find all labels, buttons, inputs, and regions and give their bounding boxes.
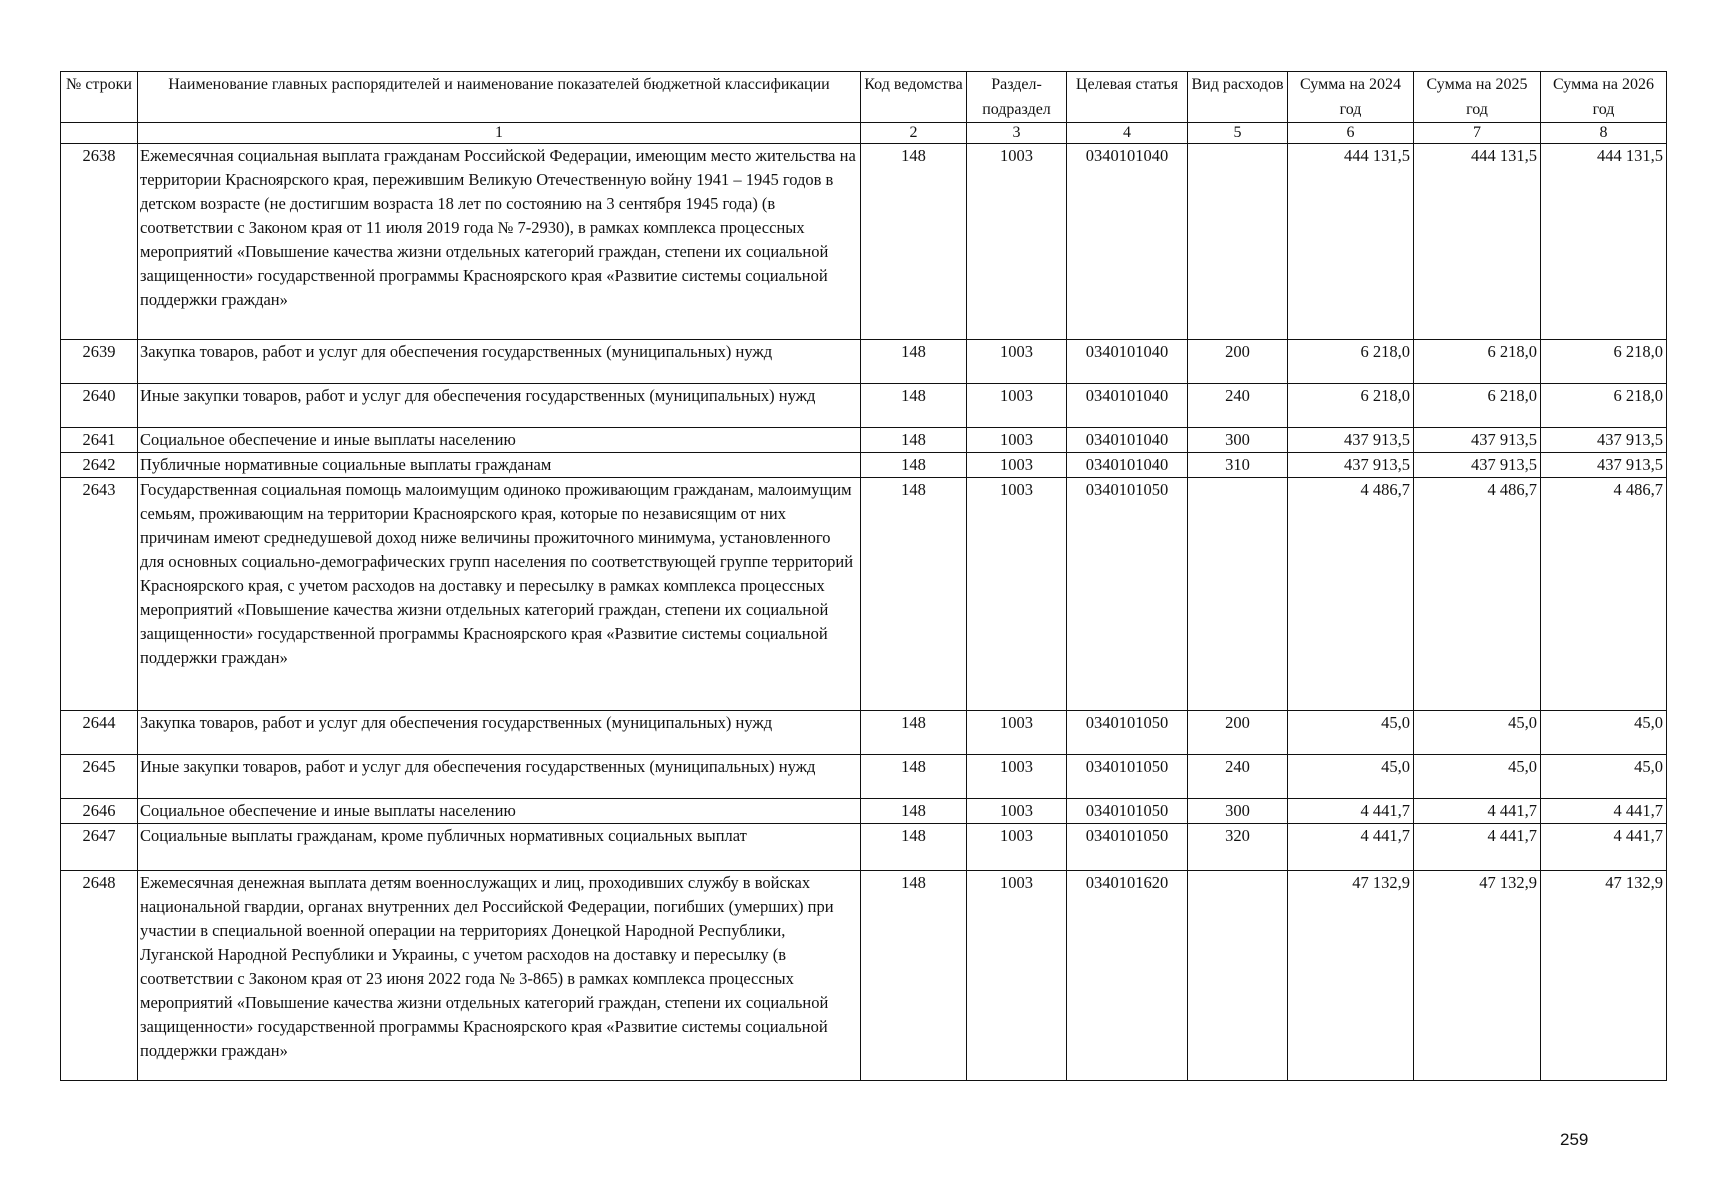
table-row <box>61 824 1667 871</box>
header-sum-2025: Сумма на 2025 год <box>1414 72 1541 123</box>
row-sum-2024: 444 131,5 <box>1288 144 1414 340</box>
row-sum-2026: 6 218,0 <box>1541 384 1667 428</box>
row-sum-2024: 47 132,9 <box>1288 871 1414 1081</box>
row-dept-code: 148 <box>861 384 967 428</box>
row-expense-type <box>1188 144 1288 340</box>
row-target-article: 0340101050 <box>1067 824 1188 871</box>
row-section: 1003 <box>967 384 1067 428</box>
row-sum-2026: 4 441,7 <box>1541 824 1667 871</box>
row-sum-2026: 4 441,7 <box>1541 799 1667 824</box>
row-sum-2024: 437 913,5 <box>1288 453 1414 478</box>
row-dept-code: 148 <box>861 824 967 871</box>
row-sum-2024: 4 486,7 <box>1288 478 1414 711</box>
row-name: Ежемесячная социальная выплата гражданам Российской Федерации, имеющим место жительства на территории Красноярского края, пережившим Великую Отечественную войну 1941 – 1945 годов в детском возрасте (не достигшим возраста 18 лет по состоянию на 3 сентября 1945 года) (в соответствии с Законом края от 11 июля 2019 года № 7-2930), в рамках комплекса процессных мероприятий «Повышение качества жизни отдельных категорий граждан, степени их социальной защищенности» государственной программы Красноярского края «Развитие системы социальной поддержки граждан» <box>138 144 861 340</box>
column-number: 8 <box>1541 123 1667 144</box>
header-row-no: № строки <box>61 72 138 123</box>
row-target-article: 0340101620 <box>1067 871 1188 1081</box>
row-section: 1003 <box>967 824 1067 871</box>
row-sum-2025: 444 131,5 <box>1414 144 1541 340</box>
row-expense-type: 300 <box>1188 799 1288 824</box>
row-name: Закупка товаров, работ и услуг для обеспечения государственных (муниципальных) нужд <box>138 711 861 755</box>
header-expense-type: Вид расходов <box>1188 72 1288 123</box>
row-dept-code: 148 <box>861 871 967 1081</box>
row-sum-2024: 437 913,5 <box>1288 428 1414 453</box>
table-row <box>61 340 1667 384</box>
row-section: 1003 <box>967 340 1067 384</box>
row-section: 1003 <box>967 453 1067 478</box>
column-number: 4 <box>1067 123 1188 144</box>
row-section: 1003 <box>967 871 1067 1081</box>
row-number: 2640 <box>61 384 138 428</box>
column-number: 1 <box>138 123 861 144</box>
header-section: Раздел-подраздел <box>967 72 1067 123</box>
row-expense-type: 240 <box>1188 384 1288 428</box>
row-expense-type <box>1188 478 1288 711</box>
row-name: Социальное обеспечение и иные выплаты населению <box>138 799 861 824</box>
row-name: Социальное обеспечение и иные выплаты населению <box>138 428 861 453</box>
row-target-article: 0340101050 <box>1067 755 1188 799</box>
row-target-article: 0340101040 <box>1067 384 1188 428</box>
row-target-article: 0340101040 <box>1067 144 1188 340</box>
header-row <box>61 72 1667 123</box>
header-name: Наименование главных распорядителей и наименование показателей бюджетной классификации <box>138 72 861 123</box>
row-number: 2645 <box>61 755 138 799</box>
row-dept-code: 148 <box>861 755 967 799</box>
row-expense-type: 200 <box>1188 340 1288 384</box>
row-expense-type: 320 <box>1188 824 1288 871</box>
table-row <box>61 799 1667 824</box>
row-sum-2026: 47 132,9 <box>1541 871 1667 1081</box>
row-section: 1003 <box>967 144 1067 340</box>
row-name: Публичные нормативные социальные выплаты гражданам <box>138 453 861 478</box>
row-sum-2024: 4 441,7 <box>1288 799 1414 824</box>
row-sum-2025: 47 132,9 <box>1414 871 1541 1081</box>
row-sum-2026: 4 486,7 <box>1541 478 1667 711</box>
row-number: 2642 <box>61 453 138 478</box>
row-dept-code: 148 <box>861 478 967 711</box>
row-dept-code: 148 <box>861 799 967 824</box>
row-sum-2025: 4 486,7 <box>1414 478 1541 711</box>
row-sum-2024: 6 218,0 <box>1288 340 1414 384</box>
row-sum-2026: 45,0 <box>1541 711 1667 755</box>
row-sum-2026: 444 131,5 <box>1541 144 1667 340</box>
row-sum-2024: 45,0 <box>1288 755 1414 799</box>
column-number: 5 <box>1188 123 1288 144</box>
row-name: Иные закупки товаров, работ и услуг для обеспечения государственных (муниципальных) нужд <box>138 755 861 799</box>
row-number: 2641 <box>61 428 138 453</box>
row-number: 2646 <box>61 799 138 824</box>
row-sum-2024: 4 441,7 <box>1288 824 1414 871</box>
header-dept-code: Код ведомства <box>861 72 967 123</box>
row-sum-2025: 437 913,5 <box>1414 428 1541 453</box>
row-sum-2025: 4 441,7 <box>1414 799 1541 824</box>
row-target-article: 0340101050 <box>1067 478 1188 711</box>
column-number-row <box>61 123 1667 144</box>
row-expense-type: 310 <box>1188 453 1288 478</box>
table-row <box>61 453 1667 478</box>
row-sum-2026: 437 913,5 <box>1541 428 1667 453</box>
column-number <box>61 123 138 144</box>
row-target-article: 0340101050 <box>1067 799 1188 824</box>
row-number: 2643 <box>61 478 138 711</box>
table-row <box>61 478 1667 711</box>
row-expense-type: 300 <box>1188 428 1288 453</box>
row-expense-type: 240 <box>1188 755 1288 799</box>
row-expense-type <box>1188 871 1288 1081</box>
row-name: Социальные выплаты гражданам, кроме публичных нормативных социальных выплат <box>138 824 861 871</box>
header-sum-2026: Сумма на 2026 год <box>1541 72 1667 123</box>
row-sum-2025: 45,0 <box>1414 755 1541 799</box>
column-number: 6 <box>1288 123 1414 144</box>
row-section: 1003 <box>967 799 1067 824</box>
budget-table <box>60 71 1667 1081</box>
row-target-article: 0340101040 <box>1067 453 1188 478</box>
row-section: 1003 <box>967 428 1067 453</box>
row-dept-code: 148 <box>861 453 967 478</box>
row-sum-2025: 437 913,5 <box>1414 453 1541 478</box>
row-expense-type: 200 <box>1188 711 1288 755</box>
row-sum-2025: 6 218,0 <box>1414 384 1541 428</box>
row-dept-code: 148 <box>861 340 967 384</box>
row-sum-2026: 437 913,5 <box>1541 453 1667 478</box>
table-row <box>61 144 1667 340</box>
row-name: Ежемесячная денежная выплата детям военнослужащих и лиц, проходивших службу в войсках национальной гвардии, органах внутренних дел Российской Федерации, погибших (умерших) при участии в специальной военной операции на территориях Донецкой Народной Республики, Луганской Народной Республики и Украины, с учетом расходов на доставку и пересылку (в соответствии с Законом края от 23 июня 2022 года № 3-865) в рамках комплекса процессных мероприятий «Повышение качества жизни отдельных категорий граждан, степени их социальной защищенности» государственной программы Красноярского края «Развитие системы социальной поддержки граждан» <box>138 871 861 1081</box>
row-dept-code: 148 <box>861 711 967 755</box>
row-number: 2647 <box>61 824 138 871</box>
row-sum-2025: 4 441,7 <box>1414 824 1541 871</box>
row-section: 1003 <box>967 478 1067 711</box>
column-number: 3 <box>967 123 1067 144</box>
table-row <box>61 384 1667 428</box>
row-target-article: 0340101040 <box>1067 428 1188 453</box>
row-number: 2638 <box>61 144 138 340</box>
row-section: 1003 <box>967 755 1067 799</box>
table-row <box>61 711 1667 755</box>
header-target-article: Целевая статья <box>1067 72 1188 123</box>
row-number: 2644 <box>61 711 138 755</box>
table-row <box>61 755 1667 799</box>
row-number: 2639 <box>61 340 138 384</box>
row-name: Государственная социальная помощь малоимущим одиноко проживающим гражданам, малоимущим семьям, проживающим на территории Красноярского края, которые по независящим от них причинам имеют среднедушевой доход ниже величины прожиточного минимума, установленного для основных социально-демографических групп населения по соответствующей группе территорий Красноярского края, с учетом расходов на доставку и пересылку в рамках комплекса процессных мероприятий «Повышение качества жизни отдельных категорий граждан, степени их социальной защищенности» государственной программы Красноярского края «Развитие системы социальной поддержки граждан» <box>138 478 861 711</box>
table-row <box>61 428 1667 453</box>
row-sum-2025: 45,0 <box>1414 711 1541 755</box>
row-sum-2025: 6 218,0 <box>1414 340 1541 384</box>
row-sum-2024: 45,0 <box>1288 711 1414 755</box>
row-sum-2024: 6 218,0 <box>1288 384 1414 428</box>
row-dept-code: 148 <box>861 428 967 453</box>
row-target-article: 0340101040 <box>1067 340 1188 384</box>
table-body <box>61 144 1667 1081</box>
row-name: Иные закупки товаров, работ и услуг для обеспечения государственных (муниципальных) нужд <box>138 384 861 428</box>
row-dept-code: 148 <box>861 144 967 340</box>
row-sum-2026: 6 218,0 <box>1541 340 1667 384</box>
row-target-article: 0340101050 <box>1067 711 1188 755</box>
row-section: 1003 <box>967 711 1067 755</box>
column-number: 7 <box>1414 123 1541 144</box>
column-number: 2 <box>861 123 967 144</box>
row-name: Закупка товаров, работ и услуг для обеспечения государственных (муниципальных) нужд <box>138 340 861 384</box>
header-sum-2024: Сумма на 2024 год <box>1288 72 1414 123</box>
page-number: 259 <box>1560 1130 1589 1149</box>
row-number: 2648 <box>61 871 138 1081</box>
row-sum-2026: 45,0 <box>1541 755 1667 799</box>
table-row <box>61 871 1667 1081</box>
